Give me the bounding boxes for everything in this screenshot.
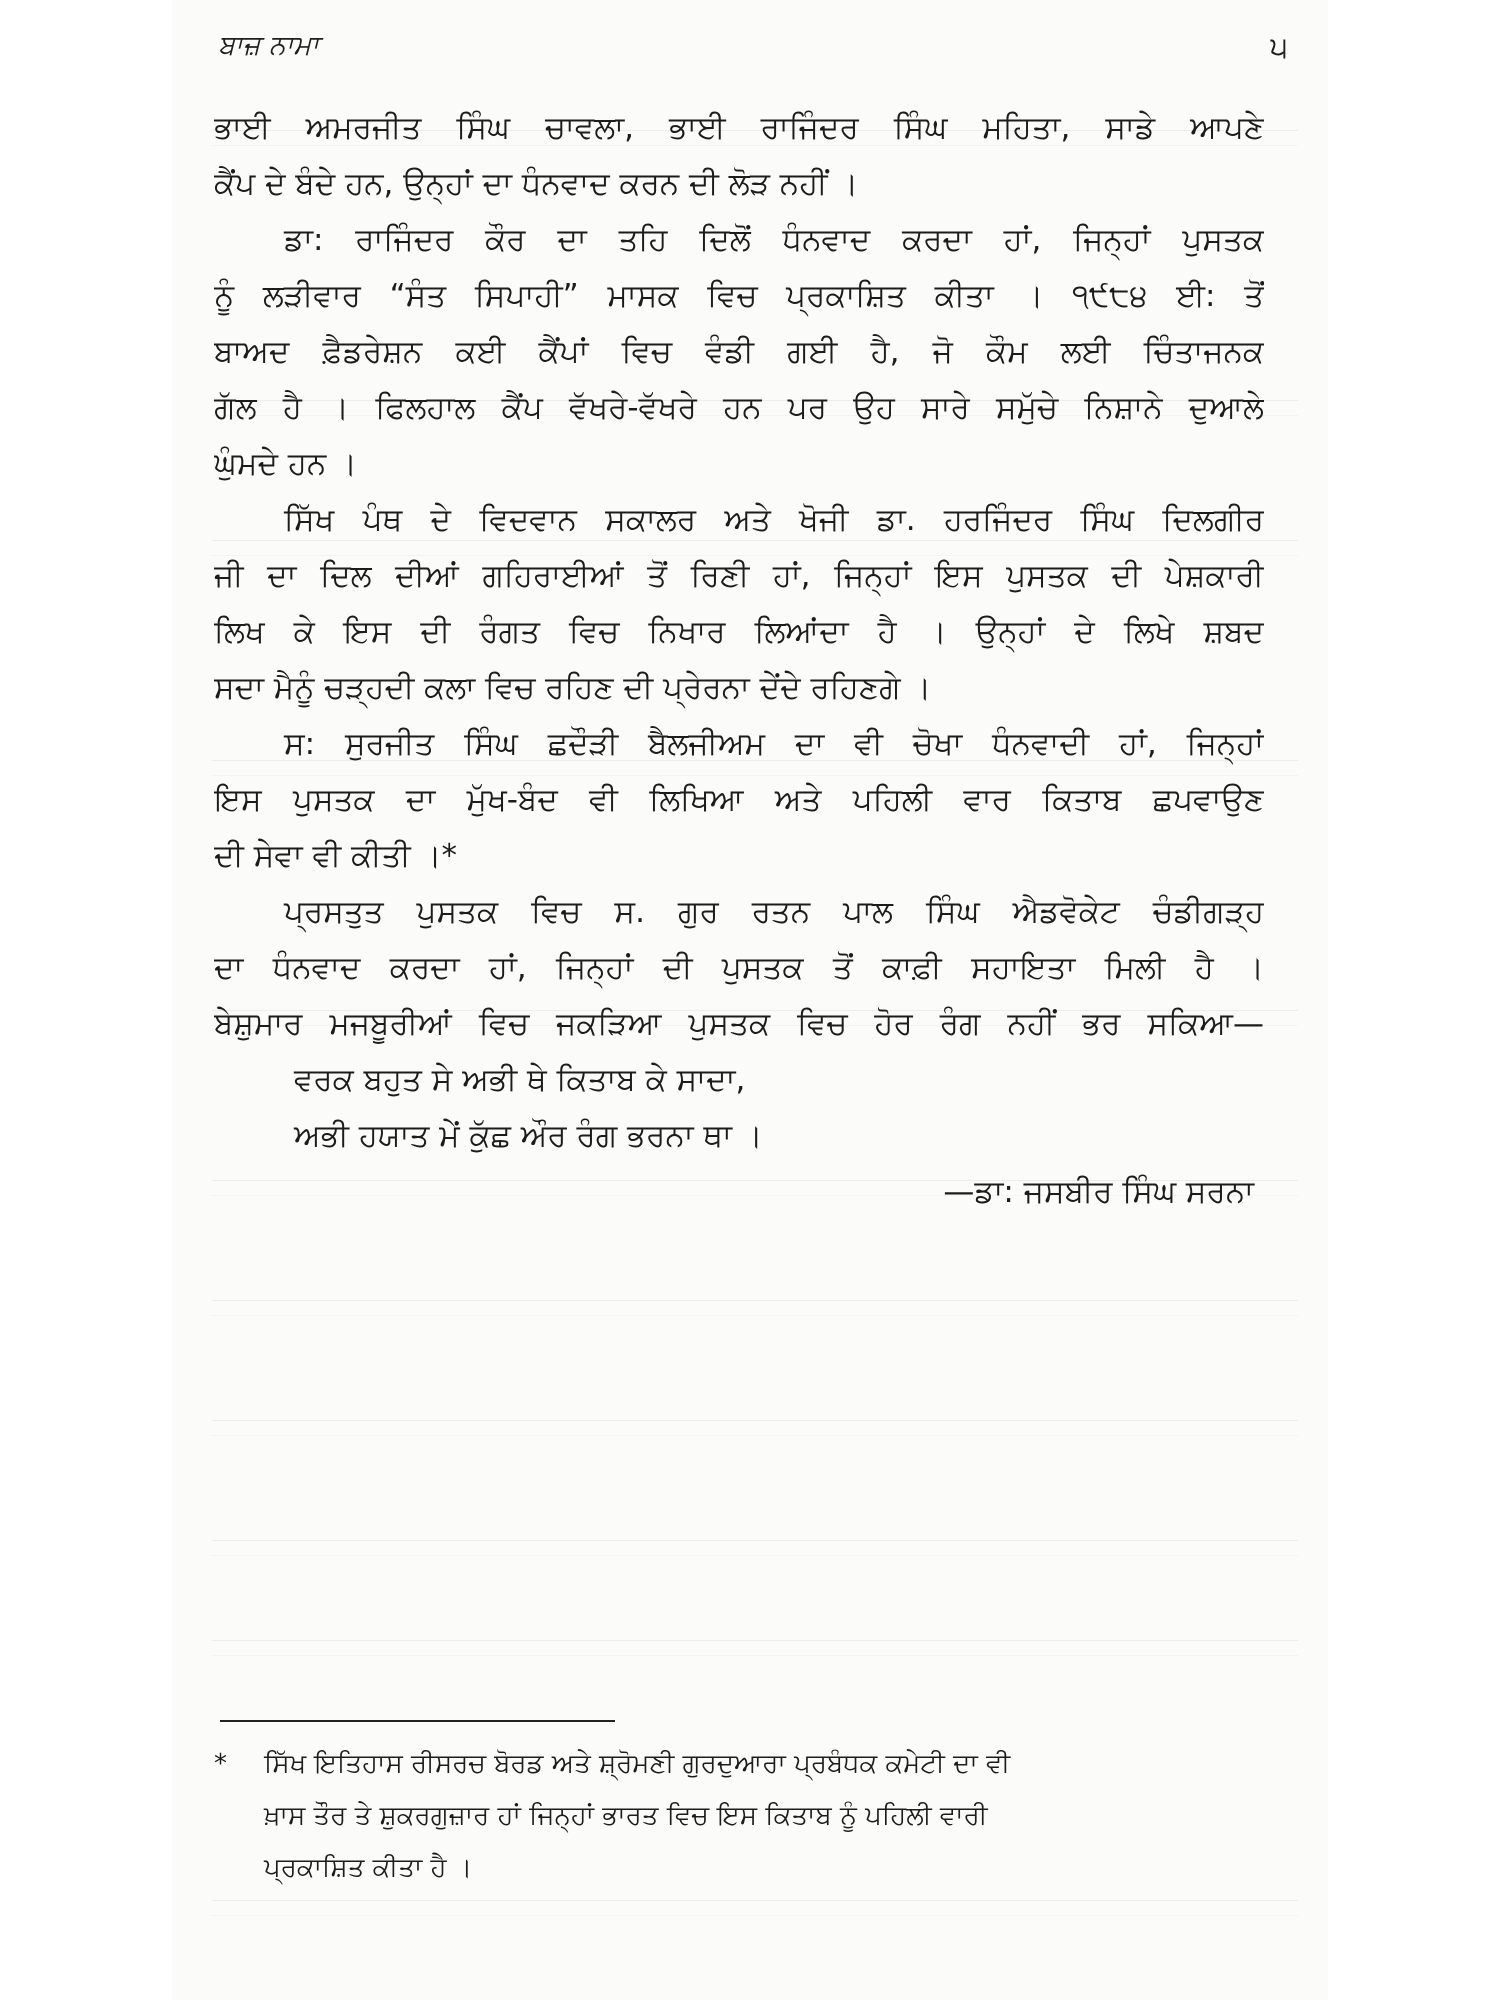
text-line: ਭਾਈ ਅਮਰਜੀਤ ਸਿੰਘ ਚਾਵਲਾ, ਭਾਈ ਰਾਜਿੰਦਰ ਸਿੰਘ ਮਹਿਤਾ, ਸਾਡੇ ਆਪਣੇ <box>214 110 1264 146</box>
footnote-line: ਖ਼ਾਸ ਤੌਰ ਤੇ ਸ਼ੁਕਰਗੁਜ਼ਾਰ ਹਾਂ ਜਿਨ੍ਹਾਂ ਭਾਰਤ ਵਿਚ ਇਸ ਕਿਤਾਬ ਨੂੰ ਪਹਿਲੀ ਵਾਰੀ <box>264 1801 988 1831</box>
footnote-marker: * <box>214 1749 227 1779</box>
footnote-text: ਸਿੱਖ ਇਤਿਹਾਸ ਰੀਸਰਚ ਬੋਰਡ ਅਤੇ ਸ਼੍ਰੋਮਣੀ ਗੁਰਦੁਆਰਾ ਪ੍ਰਬੰਧਕ ਕਮੇਟੀ ਦਾ ਵੀ <box>264 1749 1011 1779</box>
text-line: ਇਸ ਪੁਸਤਕ ਦਾ ਮੁੱਖ-ਬੰਦ ਵੀ ਲਿਖਿਆ ਅਤੇ ਪਹਿਲੀ ਵਾਰ ਕਿਤਾਬ ਛਪਵਾਉਣ <box>214 782 1264 818</box>
footnote-divider <box>220 1720 615 1722</box>
body-text <box>214 100 1264 1220</box>
text-line: ਦੀ ਸੇਵਾ ਵੀ ਕੀਤੀ ।* <box>214 838 457 874</box>
text-line: ਸਿੱਖ ਪੰਥ ਦੇ ਵਿਦਵਾਨ ਸਕਾਲਰ ਅਤੇ ਖੋਜੀ ਡਾ. ਹਰਜਿੰਦਰ ਸਿੰਘ ਦਿਲਗੀਰ <box>284 502 1264 538</box>
text-line: ਦਾ ਧੰਨਵਾਦ ਕਰਦਾ ਹਾਂ, ਜਿਨ੍ਹਾਂ ਦੀ ਪੁਸਤਕ ਤੋਂ ਕਾਫ਼ੀ ਸਹਾਇਤਾ ਮਿਲੀ ਹੈ । <box>214 950 1264 986</box>
bleed-through-line <box>212 1900 1298 1916</box>
bleed-through-line <box>212 1540 1298 1556</box>
text-line: ਬਾਅਦ ਫ਼ੈਡਰੇਸ਼ਨ ਕਈ ਕੈਂਪਾਂ ਵਿਚ ਵੰਡੀ ਗਈ ਹੈ, ਜੋ ਕੌਮ ਲਈ ਚਿੰਤਾਜਨਕ <box>214 334 1264 370</box>
text-line: ਜੀ ਦਾ ਦਿਲ ਦੀਆਂ ਗਹਿਰਾਈਆਂ ਤੋਂ ਰਿਣੀ ਹਾਂ, ਜਿਨ੍ਹਾਂ ਇਸ ਪੁਸਤਕ ਦੀ ਪੇਸ਼ਕਾਰੀ <box>214 558 1264 594</box>
text-line: ਕੈਂਪ ਦੇ ਬੰਦੇ ਹਨ, ਉਨ੍ਹਾਂ ਦਾ ਧੰਨਵਾਦ ਕਰਨ ਦੀ ਲੋੜ ਨਹੀਂ । <box>214 166 859 202</box>
text-line: ਸਦਾ ਮੈਨੂੰ ਚੜ੍ਹਦੀ ਕਲਾ ਵਿਚ ਰਹਿਣ ਦੀ ਪ੍ਰੇਰਨਾ ਦੇਂਦੇ ਰਹਿਣਗੇ । <box>214 670 932 706</box>
footnote <box>214 1738 1264 1894</box>
text-line: ਘੁੰਮਦੇ ਹਨ । <box>214 446 357 482</box>
text-line: ਪ੍ਰਸਤੁਤ ਪੁਸਤਕ ਵਿਚ ਸ. ਗੁਰ ਰਤਨ ਪਾਲ ਸਿੰਘ ਐਡਵੋਕੇਟ ਚੰਡੀਗੜ੍ਹ <box>284 894 1264 930</box>
text-line: ਬੇਸ਼ੁਮਾਰ ਮਜਬੂਰੀਆਂ ਵਿਚ ਜਕੜਿਆ ਪੁਸਤਕ ਵਿਚ ਹੋਰ ਰੰਗ ਨਹੀਂ ਭਰ ਸਕਿਆ— <box>214 1006 1264 1042</box>
bleed-through-line <box>212 1300 1298 1316</box>
text-line: ਗੱਲ ਹੈ । ਫਿਲਹਾਲ ਕੈਂਪ ਵੱਖਰੇ-ਵੱਖਰੇ ਹਨ ਪਰ ਉਹ ਸਾਰੇ ਸਮੁੱਚੇ ਨਿਸ਼ਾਨੇ ਦੁਆਲੇ <box>214 390 1264 426</box>
text-line: ਸ: ਸੁਰਜੀਤ ਸਿੰਘ ਛਦੌੜੀ ਬੈਲਜੀਅਮ ਦਾ ਵੀ ਚੋਖਾ ਧੰਨਵਾਦੀ ਹਾਂ, ਜਿਨ੍ਹਾਂ <box>284 726 1264 762</box>
verse-line: ਵਰਕ ਬਹੁਤ ਸੇ ਅਭੀ ਥੇ ਕਿਤਾਬ ਕੇ ਸਾਦਾ, <box>294 1062 746 1098</box>
bleed-through-line <box>212 1420 1298 1436</box>
text-line: ਨੂੰ ਲੜੀਵਾਰ “ਸੰਤ ਸਿਪਾਹੀ” ਮਾਸਕ ਵਿਚ ਪ੍ਰਕਾਸ਼ਿਤ ਕੀਤਾ । ੧੯੮੪ ਈ: ਤੋਂ <box>214 278 1264 314</box>
verse-line: ਅਭੀ ਹਯਾਤ ਮੇਂ ਕੁੱਛ ਔਰ ਰੰਗ ਭਰਨਾ ਥਾ । <box>294 1118 763 1154</box>
footnote-line <box>214 1738 1264 1790</box>
running-title: ਬਾਜ਼ ਨਾਮਾ <box>218 30 319 61</box>
text-line: ਡਾ: ਰਾਜਿੰਦਰ ਕੌਰ ਦਾ ਤਹਿ ਦਿਲੋਂ ਧੰਨਵਾਦ ਕਰਦਾ ਹਾਂ, ਜਿਨ੍ਹਾਂ ਪੁਸਤਕ <box>284 222 1264 258</box>
page-header <box>218 30 1288 70</box>
author-signature: —ਡਾ: ਜਸਬੀਰ ਸਿੰਘ ਸਰਨਾ <box>943 1174 1254 1210</box>
bleed-through-line <box>212 1640 1298 1656</box>
page-number: ੫ <box>1270 30 1288 65</box>
book-page <box>172 0 1328 2000</box>
footnote-line: ਪ੍ਰਕਾਸ਼ਿਤ ਕੀਤਾ ਹੈ । <box>264 1853 473 1883</box>
text-line: ਲਿਖ ਕੇ ਇਸ ਦੀ ਰੰਗਤ ਵਿਚ ਨਿਖਾਰ ਲਿਆਂਦਾ ਹੈ । ਉਨ੍ਹਾਂ ਦੇ ਲਿਖੇ ਸ਼ਬਦ <box>214 614 1264 650</box>
